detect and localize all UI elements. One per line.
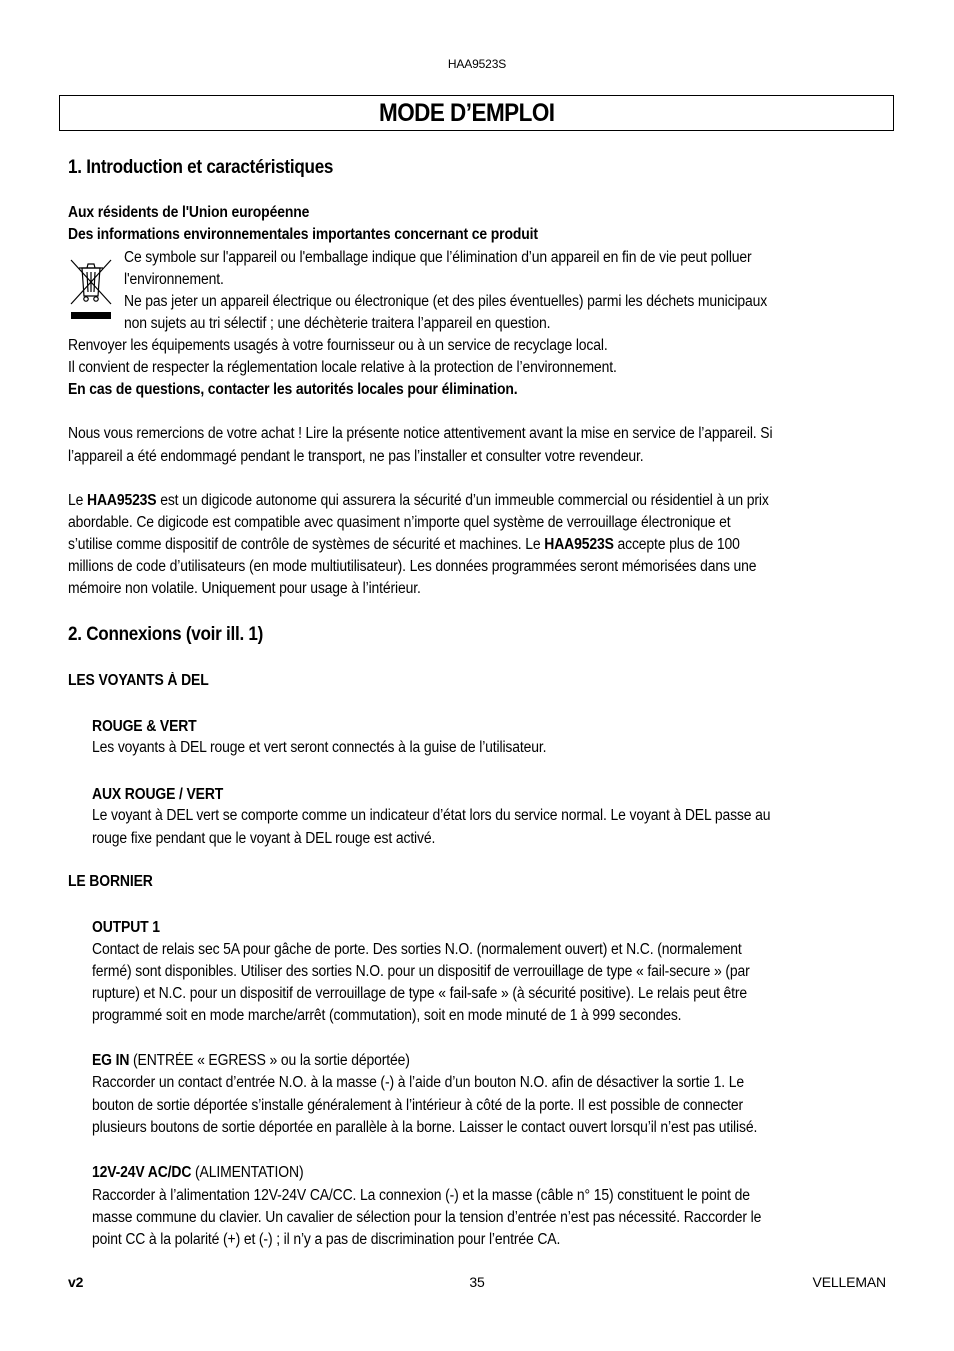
contact-authorities-line: En cas de questions, contacter les autorités locales pour élimination.	[68, 381, 518, 398]
output1-text-line: fermé) sont disponibles. Utiliser des sorties N.O. pour un dispositif de verrouillage de type « fail-secure » (par	[92, 963, 750, 980]
weee-text-line: Ce symbole sur l'appareil ou l'emballage indique que l’élimination d’un appareil en fin de vie peut polluer	[124, 249, 752, 266]
weee-bin-icon	[68, 256, 114, 322]
egin-text-line: plusieurs boutons de sortie déportée en parallèle à la borne. Laisser le contact ouvert lorsqu’il n’est pas utilisé.	[92, 1119, 758, 1136]
return-text-line: Renvoyer les équipements usagés à votre fournisseur ou à un service de recyclage local.	[68, 337, 608, 354]
eu-heading: Aux résidents de l'Union européenne	[68, 204, 310, 221]
egin-title: EG IN (ENTRÉE « EGRESS » ou la sortie déportée)	[92, 1052, 410, 1069]
aux-text-line: rouge fixe pendant que le voyant à DEL rouge est activé.	[92, 830, 436, 847]
bornier-heading: LE BORNIER	[68, 873, 153, 890]
page-title: MODE D’EMPLOI	[379, 98, 555, 127]
power-text-line: point CC à la polarité (+) et (-) ; il n’y a pas de discrimination pour l’entrée CA.	[92, 1231, 561, 1248]
product-description-line: Le HAA9523S est un digicode autonome qui assurera la sécurité d’un immeuble commercial ou résidentiel à un prix	[68, 492, 769, 509]
rouge-vert-text: Les voyants à DEL rouge et vert seront connectés à la guise de l’utilisateur.	[92, 739, 547, 756]
power-title: 12V-24V AC/DC (ALIMENTATION)	[92, 1164, 304, 1181]
section-heading-connexions: 2. Connexions (voir ill. 1)	[68, 624, 264, 645]
power-text-line: Raccorder à l’alimentation 12V-24V CA/CC. La connexion (-) et la masse (câble n° 15) constituent le point de	[92, 1187, 750, 1204]
output1-title: OUTPUT 1	[92, 919, 160, 936]
weee-text-line: non sujets au tri sélectif ; une déchèterie traitera l’appareil en question.	[124, 315, 551, 332]
model-name: HAA9523S	[86, 492, 157, 509]
footer-page-number: 35	[469, 1274, 485, 1290]
model-name: HAA9523S	[544, 536, 614, 553]
document-code: HAA9523S	[447, 57, 507, 71]
output1-text-line: rupture) et N.C. pour un dispositif de verrouillage de type « fail-safe » (à sécurité positive). Le relais peut être	[92, 985, 748, 1002]
page-title-box	[59, 95, 894, 131]
section-heading-introduction: 1. Introduction et caractéristiques	[68, 157, 334, 178]
product-description-line: s’utilise comme dispositif de contrôle de systèmes de sécurité et machines. Le HAA9523S accepte plus de 100	[68, 536, 740, 553]
thanks-text-line: Nous vous remercions de votre achat ! Lire la présente notice attentivement avant la mise en service de l’appareil. Si	[68, 425, 773, 442]
product-description-line: millions de code d’utilisateurs (en mode multiutilisateur). Les données programmées seront mémorisées dans une	[68, 558, 757, 575]
aux-text-line: Le voyant à DEL vert se comporte comme un indicateur d’état lors du service normal. Le voyant à DEL passe au	[92, 807, 771, 824]
product-description-line: abordable. Ce digicode est compatible avec quasiment n’importe quel système de verrouillage électronique et	[68, 514, 731, 531]
aux-title: AUX ROUGE / VERT	[92, 786, 224, 803]
rouge-vert-title: ROUGE & VERT	[92, 718, 197, 735]
egin-text-line: bouton de sortie déportée s’installe généralement à l’intérieur à côté de la porte. Il est possible de connecter	[92, 1097, 744, 1114]
footer-brand: VELLEMAN	[812, 1274, 886, 1290]
leds-heading: LES VOYANTS À DEL	[68, 672, 209, 689]
egin-text-line: Raccorder un contact d’entrée N.O. à la masse (-) à l’aide d’un bouton N.O. afin de désactiver la sortie 1. Le	[92, 1074, 744, 1091]
output1-text-line: programmé soit en mode marche/arrêt (commutation), soit en mode minuté de 1 à 999 secondes.	[92, 1007, 682, 1024]
footer-version: v2	[68, 1274, 84, 1290]
weee-text-line: l'environnement.	[124, 271, 224, 288]
env-heading: Des informations environnementales importantes concernant ce produit	[68, 226, 538, 243]
power-text-line: masse commune du clavier. Un cavalier de sélection pour la tension d’entrée n’est pas nécessité. Raccorder le	[92, 1209, 762, 1226]
thanks-text-line: l’appareil a été endommagé pendant le transport, ne pas l’installer et consulter votre revendeur.	[68, 448, 644, 465]
output1-text-line: Contact de relais sec 5A pour gâche de porte. Des sorties N.O. (normalement ouvert) et N.C. (normalement	[92, 941, 742, 958]
weee-text-line: Ne pas jeter un appareil électrique ou électronique (et des piles éventuelles) parmi les déchets municipaux	[124, 293, 768, 310]
product-description-line: mémoire non volatile. Uniquement pour usage à l’intérieur.	[68, 580, 421, 597]
return-text-line: Il convient de respecter la réglementation locale relative à la protection de l’environnement.	[68, 359, 617, 376]
